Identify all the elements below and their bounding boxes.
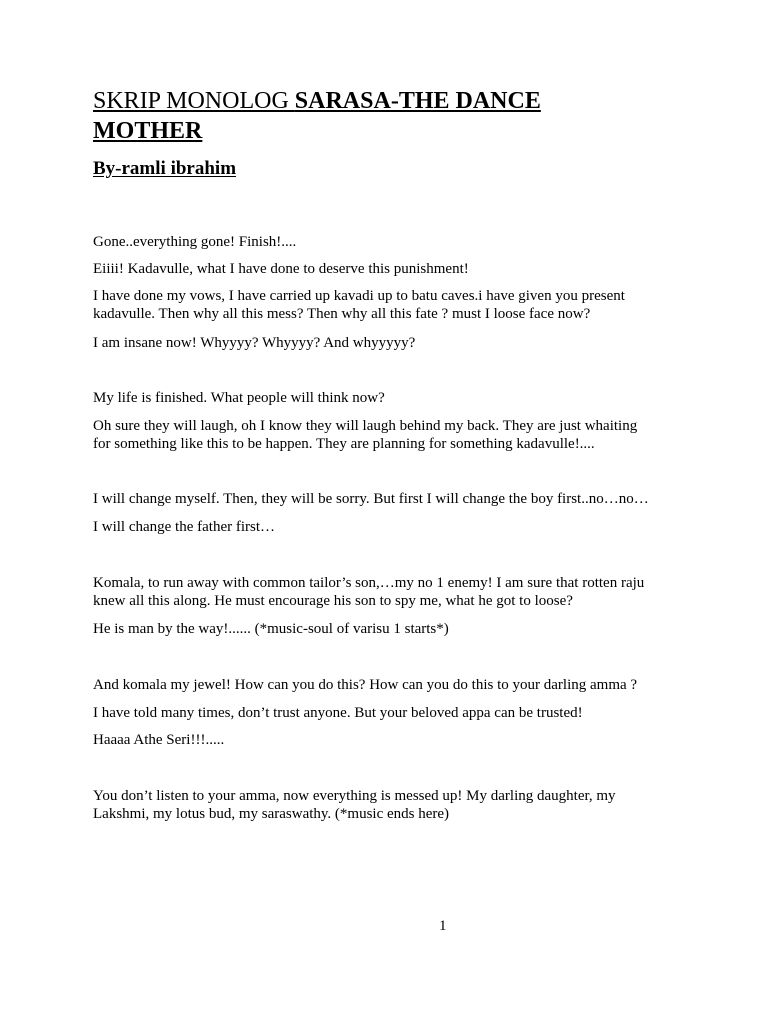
- paragraph-line: I have told many times, don’t trust anyone. But your beloved appa can be trusted!: [93, 705, 583, 721]
- page-number: 1: [439, 918, 447, 934]
- paragraph-line: for something like this to be happen. They are planning for something kadavulle!....: [93, 436, 595, 452]
- paragraph: [93, 389, 683, 407]
- paragraph: [93, 490, 683, 508]
- title-main: SARASA-THE DANCE: [294, 88, 541, 114]
- paragraph: [93, 417, 683, 453]
- paragraph-line: I am insane now! Whyyyy? Whyyyy? And whyyyyy?: [93, 335, 416, 351]
- author-byline: By-ramli ibrahim: [93, 158, 237, 179]
- paragraph-line: Eiiii! Kadavulle, what I have done to deserve this punishment!: [93, 261, 469, 277]
- title-prefix: SKRIP MONOLOG: [93, 88, 295, 114]
- paragraph-line: I have done my vows, I have carried up kavadi up to batu caves.i have given you present: [93, 288, 625, 304]
- paragraph-line: He is man by the way!...... (*music-soul of varisu 1 starts*): [93, 621, 449, 637]
- paragraph: [93, 574, 683, 610]
- paragraph-line: Gone..everything gone! Finish!....: [93, 234, 297, 250]
- paragraph-line: My life is finished. What people will think now?: [93, 390, 385, 406]
- paragraph: [93, 518, 683, 536]
- paragraph: [93, 620, 683, 638]
- paragraph: [93, 334, 683, 352]
- paragraph: [93, 704, 683, 722]
- paragraph: [93, 676, 683, 694]
- paragraph-line: And komala my jewel! How can you do this? How can you do this to your darling amma ?: [93, 677, 638, 693]
- paragraph-line: I will change the father first…: [93, 519, 276, 535]
- paragraph: [93, 787, 683, 823]
- paragraph-line: I will change myself. Then, they will be sorry. But first I will change the boy first..no…no…: [93, 491, 649, 507]
- paragraph: [93, 731, 683, 749]
- paragraph: [93, 260, 683, 278]
- title-main-continued: MOTHER: [93, 118, 203, 144]
- paragraph: [93, 233, 683, 251]
- paragraph-line: kadavulle. Then why all this mess? Then why all this fate ? must I loose face now?: [93, 306, 591, 322]
- paragraph-line: Haaaa Athe Seri!!!.....: [93, 732, 225, 748]
- document-title: [93, 86, 693, 146]
- paragraph-line: Komala, to run away with common tailor’s son,…my no 1 enemy! I am sure that rotten raju: [93, 575, 645, 591]
- paragraph-line: knew all this along. He must encourage his son to spy me, what he got to loose?: [93, 593, 573, 609]
- paragraph-line: You don’t listen to your amma, now everything is messed up! My darling daughter, my: [93, 788, 616, 804]
- paragraph: [93, 287, 683, 323]
- paragraph-line: Oh sure they will laugh, oh I know they will laugh behind my back. They are just whaiting: [93, 418, 638, 434]
- paragraph-line: Lakshmi, my lotus bud, my saraswathy. (*music ends here): [93, 806, 450, 822]
